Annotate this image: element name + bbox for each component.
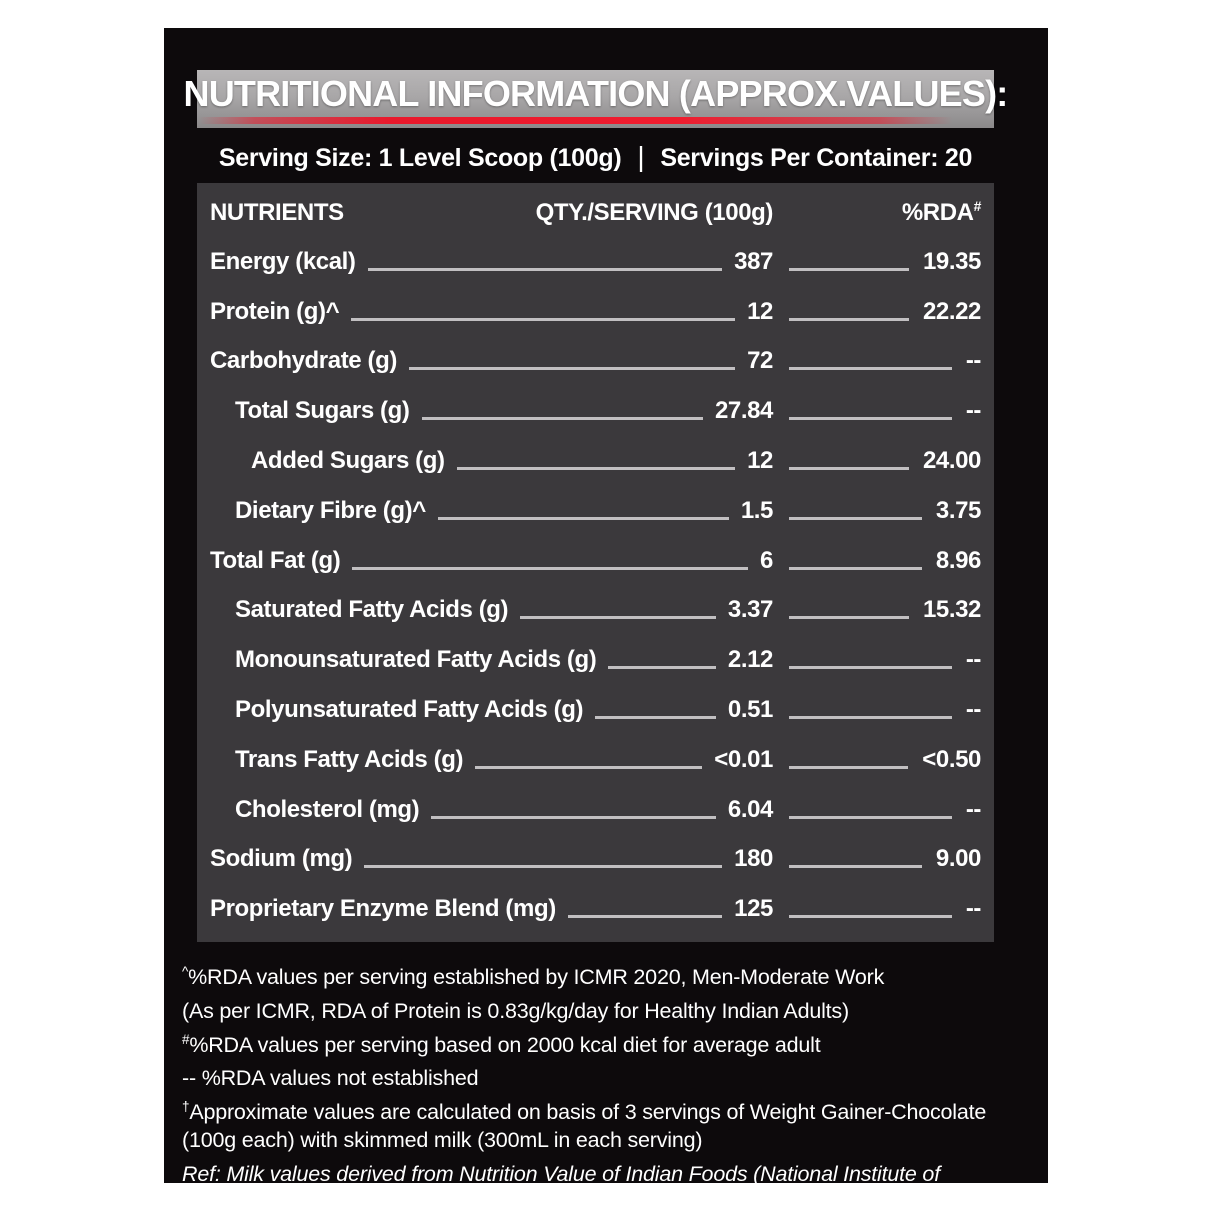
table-row (210, 882, 981, 932)
leader-line (789, 367, 952, 370)
serving-info (197, 136, 994, 180)
rda-value: 22.22 (922, 297, 981, 325)
leader-line (789, 766, 908, 769)
leader-line (789, 816, 952, 819)
nutrition-table (197, 183, 994, 942)
nutrition-label-panel (164, 28, 1048, 1213)
leader-line (438, 517, 729, 520)
header-right-section (773, 198, 981, 227)
rda-value: -- (965, 646, 981, 674)
col-nutrients: NUTRIENTS (210, 199, 344, 226)
col-rda (902, 198, 981, 227)
nutrient-name: Polyunsaturated Fatty Acids (g) (235, 695, 584, 723)
qty-value: 180 (734, 845, 773, 873)
footnote (182, 992, 994, 1026)
qty-value: 6.04 (727, 795, 773, 823)
col-rda-label: %RDA (901, 199, 974, 226)
serving-divider: | (637, 141, 645, 172)
footnote-text: %RDA values per serving established by ICMR 2020, Men-Moderate Work (188, 965, 885, 990)
leader-line (457, 467, 735, 470)
nutrient-name: Energy (kcal) (210, 247, 356, 275)
footnote (182, 1059, 994, 1093)
footnotes (182, 958, 994, 1213)
footnote (182, 958, 994, 992)
leader-line (475, 766, 702, 769)
nutrient-name: Carbohydrate (g) (210, 347, 397, 375)
qty-value: 27.84 (714, 397, 773, 425)
nutrient-name: Proprietary Enzyme Blend (mg) (210, 895, 556, 923)
table-row (210, 335, 981, 385)
header-left-section (210, 199, 773, 227)
nutrient-name: Protein (g)^ (210, 297, 340, 325)
leader-line (364, 865, 722, 868)
footnote-reference (182, 1155, 994, 1213)
leader-line (789, 616, 909, 619)
rda-value: 9.00 (935, 845, 981, 873)
table-header-row (210, 189, 981, 235)
serving-size-text: Serving Size: 1 Level Scoop (100g) (218, 143, 622, 172)
rda-value: <0.50 (922, 745, 981, 773)
table-row (210, 833, 981, 883)
leader-line (789, 268, 909, 271)
leader-line (789, 517, 922, 520)
rda-value: 3.75 (935, 496, 981, 524)
nutrient-name: Total Fat (g) (210, 546, 341, 574)
table-row (210, 783, 981, 833)
rda-value: 15.32 (922, 596, 981, 624)
qty-value: 387 (734, 247, 773, 275)
leader-line (789, 318, 909, 321)
qty-value: 125 (734, 895, 773, 923)
footnote-text: -- %RDA values not established (182, 1066, 479, 1091)
table-row (210, 683, 981, 733)
leader-line (368, 268, 723, 271)
nutrient-name: Added Sugars (g) (251, 446, 445, 474)
qty-value: 12 (747, 446, 773, 474)
table-row (210, 633, 981, 683)
leader-line (409, 367, 735, 370)
qty-value: 3.37 (727, 596, 773, 624)
qty-value: 12 (747, 297, 773, 325)
footnote-text: %RDA values per serving based on 2000 kcal diet for average adult (189, 1032, 821, 1057)
leader-line (789, 417, 952, 420)
rda-value: -- (965, 695, 981, 723)
leader-line (789, 666, 952, 669)
footnote-superscript: # (182, 1031, 190, 1047)
leader-line (595, 716, 716, 719)
col-qty-serving: QTY./SERVING (100g) (535, 199, 773, 226)
table-row (210, 534, 981, 584)
footnote (182, 1093, 994, 1154)
leader-line (431, 816, 716, 819)
leader-line (520, 616, 716, 619)
leader-line (789, 716, 952, 719)
rda-value: 8.96 (935, 546, 981, 574)
qty-value: 72 (747, 347, 773, 375)
footnote-text: Ref: Milk values derived from Nutrition Value of Indian Foods (National Institute of Nutrition) (182, 1161, 940, 1213)
rda-value: -- (965, 795, 981, 823)
leader-line (422, 417, 703, 420)
leader-line (789, 567, 922, 570)
qty-value: 2.12 (727, 646, 773, 674)
table-row (210, 484, 981, 534)
footnote-superscript: ^ (182, 964, 189, 980)
qty-value: 0.51 (727, 695, 773, 723)
nutrient-name: Dietary Fibre (g)^ (235, 496, 426, 524)
nutrient-name: Cholesterol (mg) (235, 795, 420, 823)
footnote (182, 1026, 994, 1060)
leader-line (352, 567, 748, 570)
leader-line (789, 865, 922, 868)
leader-line (789, 915, 952, 918)
col-rda-superscript: # (973, 198, 981, 214)
footnote-text: (As per ICMR, RDA of Protein is 0.83g/kg/day for Healthy Indian Adults) (182, 999, 849, 1024)
table-row (210, 584, 981, 634)
nutrient-name: Saturated Fatty Acids (g) (235, 596, 509, 624)
table-row (210, 235, 981, 285)
table-row (210, 285, 981, 335)
qty-value: 1.5 (740, 496, 773, 524)
nutrient-name: Sodium (mg) (210, 845, 353, 873)
nutrient-name: Trans Fatty Acids (g) (235, 745, 464, 773)
rda-value: -- (965, 397, 981, 425)
footnote-text: Approximate values are calculated on basis of 3 servings of Weight Gainer-Chocolate (100g each) with skimmed milk (300mL in each serving) (182, 1100, 987, 1152)
servings-per-container-text: Servings Per Container: 20 (660, 143, 973, 172)
footnote-superscript: † (182, 1099, 190, 1115)
table-row (210, 733, 981, 783)
nutrient-name: Total Sugars (g) (235, 397, 410, 425)
nutrient-name: Monounsaturated Fatty Acids (g) (235, 646, 597, 674)
rda-value: 19.35 (922, 247, 981, 275)
table-row (210, 384, 981, 434)
qty-value: 6 (760, 546, 773, 574)
title-band (183, 70, 1008, 128)
table-row (210, 434, 981, 484)
leader-line (789, 467, 909, 470)
rda-value: -- (965, 895, 981, 923)
red-accent-stripe (199, 117, 992, 124)
leader-line (568, 915, 722, 918)
rda-value: -- (965, 347, 981, 375)
page-title: NUTRITIONAL INFORMATION (APPROX.VALUES): (183, 73, 1008, 114)
qty-value: <0.01 (714, 745, 773, 773)
rda-value: 24.00 (922, 446, 981, 474)
leader-line (351, 318, 735, 321)
leader-line (608, 666, 715, 669)
